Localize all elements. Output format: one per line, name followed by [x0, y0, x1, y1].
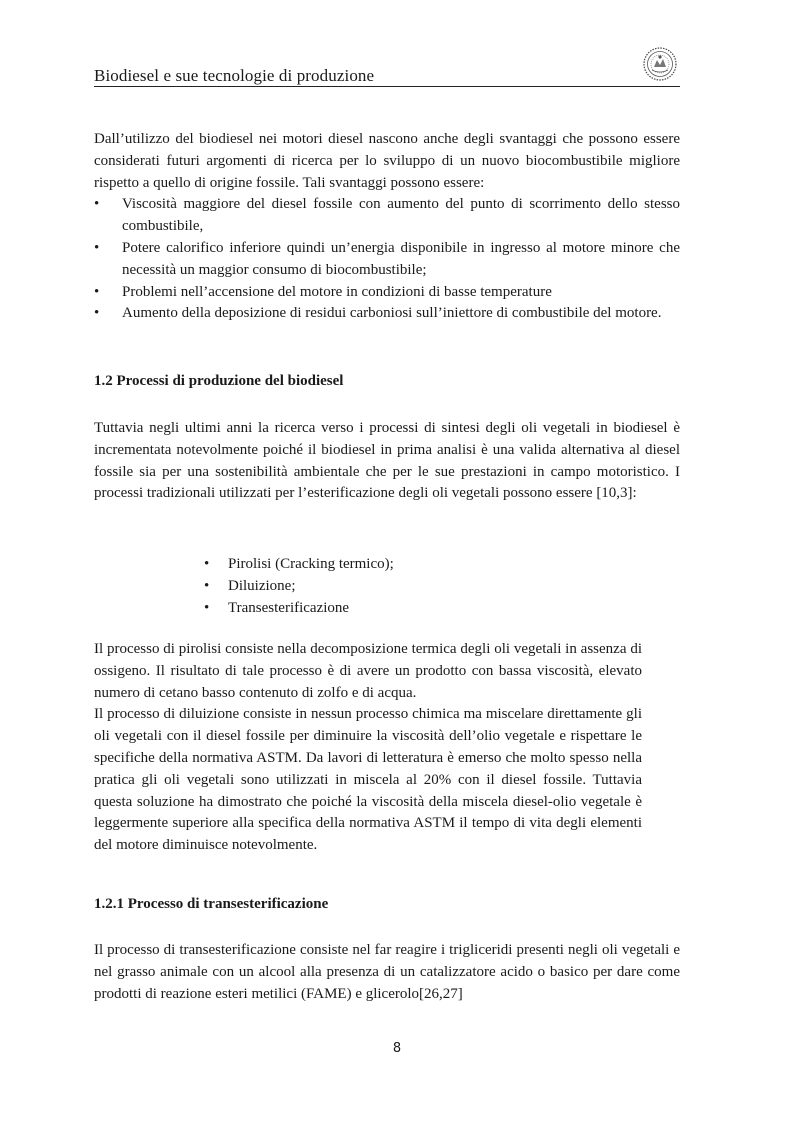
subsection-paragraph: Il processo di transesterificazione consiste nel far reagire i trigliceridi presenti negli oli vegetali e nel grasso animale con un alcool alla presenza di un catalizzatore acido o basico per dare come prodotti di reazione esteri metilici (FAME) e glicerolo[26,27]	[94, 942, 680, 1002]
process-description	[94, 639, 642, 857]
list-item: • Viscosità maggiore del diesel fossile con aumento del punto di scorrimento dello stesso combustibile,	[94, 196, 680, 235]
pyrolysis-paragraph: Il processo di pirolisi consiste nella decomposizione termica degli oli vegetali in assenza di ossigeno. Il risultato di tale processo è di avere un prodotto con bassa viscosità, elevato numero di cetano basso contenuto di zolfo e di acqua.	[94, 641, 642, 701]
list-item: • Potere calorifico inferiore quindi un’energia disponibile in ingresso al motore minore che necessità un maggior consumo di biocombustibile;	[94, 239, 680, 278]
intro-section	[94, 129, 680, 325]
list-item: • Diluizione;	[204, 578, 296, 594]
section-paragraph: Tuttavia negli ultimi anni la ricerca verso i processi di sintesi degli oli vegetali in biodiesel è incrementata notevolmente poiché il biodiesel in prima analisi è una valida alternativa al diesel fossile sia per una sostenibilità ambientale che per le sue prestazioni in campo motoristico. I processi tradizionali utilizzati per l’esterificazione degli oli vegetali possono essere [10,3]:	[94, 420, 680, 502]
subsection-heading: 1.2.1 Processo di transesterificazione	[94, 896, 329, 912]
running-title: Biodiesel e sue tecnologie di produzione	[94, 66, 375, 85]
university-seal-icon	[642, 46, 678, 82]
dilution-paragraph: Il processo di diluizione consiste in nessun processo chimica ma miscelare direttamente gli oli vegetali con il diesel fossile per diminuire la viscosità dell’olio vegetale e rispettare le specifiche della normativa ASTM. Da lavori di letteratura è emerso che molto spesso nella pratica gli oli vegetali sono utilizzati in miscela al 20% con il diesel fossile. Tuttavia questa soluzione ha dimostrato che poiché la viscosità della miscela diesel-olio vegetale è leggermente superiore alla specifica della normativa ASTM il tempo di vita degli elementi del motore diminuisce notevolmente.	[94, 706, 642, 854]
page-header	[94, 64, 680, 87]
list-item: • Pirolisi (Cracking termico);	[204, 556, 394, 572]
list-item: • Aumento della deposizione di residui carboniosi sull’iniettore di combustibile del motore.	[94, 305, 662, 322]
process-list	[204, 553, 394, 619]
list-item: • Problemi nell’accensione del motore in condizioni di basse temperature	[94, 283, 552, 300]
section-heading: 1.2 Processi di produzione del biodiesel	[94, 373, 344, 389]
intro-paragraph: Dall’utilizzo del biodiesel nei motori diesel nascono anche degli svantaggi che possono essere considerati futuri argomenti di ricerca per lo sviluppo di un nuovo biocombustibile migliore rispetto a quello di origine fossile. Tali svantaggi possono essere:	[94, 131, 680, 191]
page-number: 8	[392, 1041, 402, 1056]
list-item: • Transesterificazione	[204, 600, 350, 616]
